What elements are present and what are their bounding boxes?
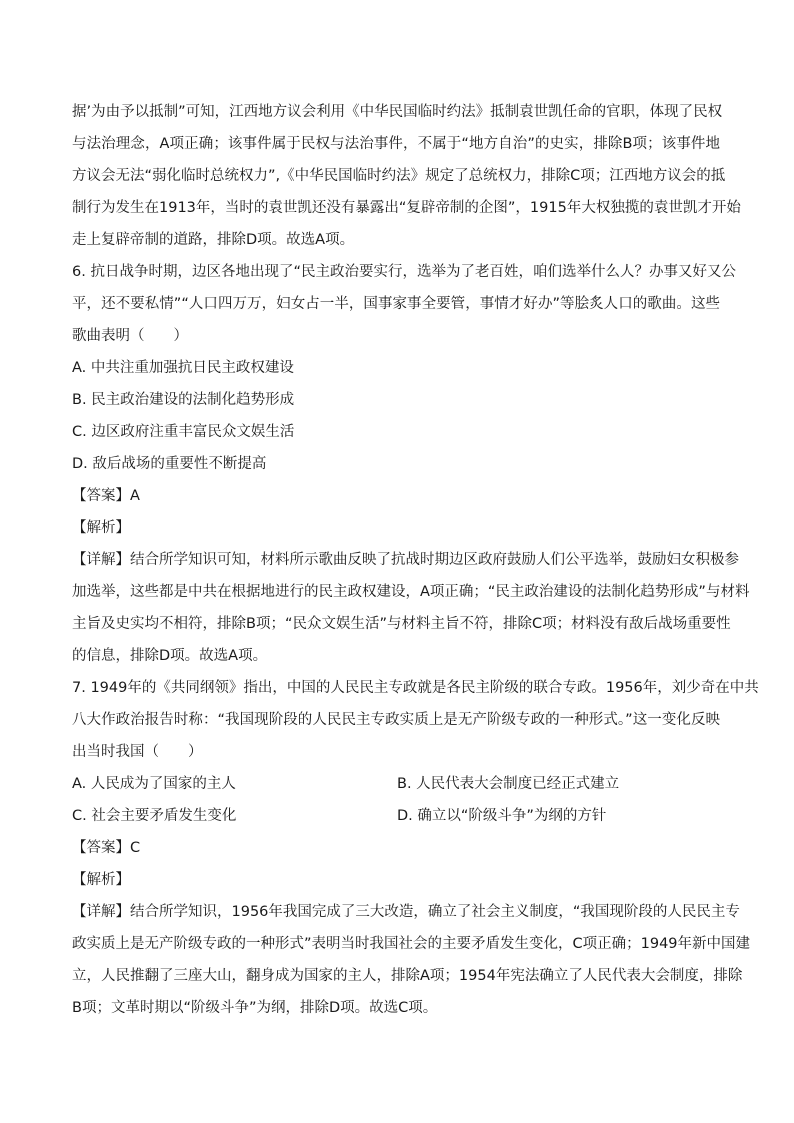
question-6-option-d: D. 敌后战场的重要性不断提高 [72,456,267,472]
question-6-option-b: B. 民主政治建设的法制化趋势形成 [72,392,295,408]
analysis-label: 【解析】 [72,872,130,888]
text-line: 制行为发生在1913年，当时的袁世凯还没有暴露出“复辟帝制的企图”，1915年大权独揽的袁世凯才开始 [72,200,741,216]
analysis-label: 【解析】 [72,520,130,536]
explanation-line: 加选举，这些都是中共在根据地进行的民主政权建设，A项正确；“民主政治建设的法制化趋势形成”与材料 [72,584,750,600]
explanation-line: 【详解】结合所学知识，1956年我国完成了三大改造，确立了社会主义制度，“我国现阶段的人民民主专 [72,904,740,920]
question-7-stem: 7. 1949年的《共同纲领》指出，中国的人民民主专政就是各民主阶级的联合专政。1956年，刘少奇在中共 [72,680,759,696]
question-7-option-b: B. 人民代表大会制度已经正式建立 [397,776,620,792]
text-line: 方议会无法“弱化临时总统权力”,《中华民国临时约法》规定了总统权力，排除C项；江西地方议会的抵 [72,168,726,184]
question-7-option-d: D. 确立以“阶级斗争”为纲的方针 [397,808,607,824]
text-line: 与法治理念，A项正确；该事件属于民权与法治事件，不属于“地方自治”的史实，排除B项；该事件地 [72,136,720,152]
text-line: 走上复辟帝制的道路，排除D项。故选A项。 [72,232,355,248]
explanation-line: 立，人民推翻了三座大山，翻身成为国家的主人，排除A项；1954年宪法确立了人民代表大会制度，排除 [72,968,743,984]
question-7-option-c: C. 社会主要矛盾发生变化 [72,808,237,824]
question-7-option-a: A. 人民成为了国家的主人 [72,776,236,792]
question-7-stem: 八大作政治报告时称：“我国现阶段的人民民主专政实质上是无产阶级专政的一种形式。”这一变化反映 [72,712,720,728]
question-6-stem: 平，还不要私情”“人口四万万，妇女占一半，国事家事全要管，事情才好办”等脍炙人口的歌曲。这些 [72,296,720,312]
explanation-line: 【详解】结合所学知识可知，材料所示歌曲反映了抗战时期边区政府鼓励人们公平选举，鼓励妇女积极参 [72,552,739,568]
answer-label: 【答案】A [72,488,140,504]
explanation-line: B项；文革时期以“阶级斗争”为纲，排除D项。故选C项。 [72,1000,438,1016]
explanation-line: 主旨及史实均不相符，排除B项；“民众文娱生活”与材料主旨不符，排除C项；材料没有敌后战场重要性 [72,616,731,632]
question-6-stem: 6. 抗日战争时期，边区各地出现了“民主政治要实行，选举为了老百姓，咱们选举什么人？办事又好又公 [72,264,736,280]
question-6-option-c: C. 边区政府注重丰富民众文娱生活 [72,424,295,440]
question-6-option-a: A. 中共注重加强抗日民主政权建设 [72,360,294,376]
explanation-line: 政实质上是无产阶级专政的一种形式”表明当时我国社会的主要矛盾发生变化，C项正确；1949年新中国建 [72,936,751,952]
question-7-stem: 出当时我国（ ） [72,744,203,760]
explanation-line: 的信息，排除D项。故选A项。 [72,648,268,664]
question-6-stem: 歌曲表明（ ） [72,328,188,344]
text-line: 据’为由予以抵制”可知，江西地方议会利用《中华民国临时约法》抵制袁世凯任命的官职，体现了民权 [72,104,723,120]
answer-label: 【答案】C [72,840,141,856]
